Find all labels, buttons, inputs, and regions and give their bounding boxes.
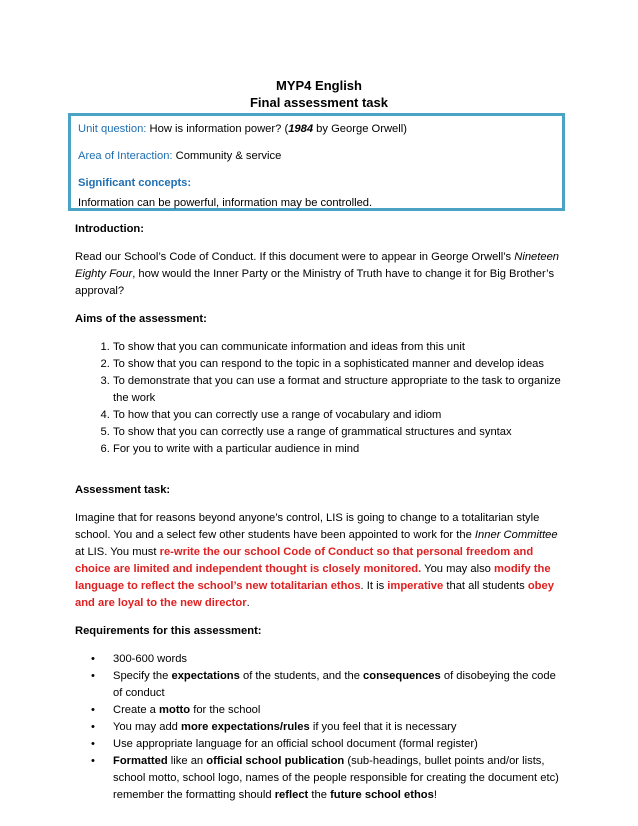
unit-question: Unit question: How is information power? (1984 by George Orwell) bbox=[78, 123, 407, 135]
document-title bbox=[0, 77, 638, 111]
list-item: • Formatted like an official school publication (sub-headings, bullet points and/or lists, school motto, school logo, names of the people responsible for creating the document etc) remember the formatting should reflect the future school ethos! bbox=[113, 753, 565, 804]
list-item: 2. To show that you can respond to the topic in a sophisticated manner and develop ideas bbox=[113, 356, 565, 373]
list-item: • Use appropriate language for an official school document (formal register) bbox=[113, 736, 565, 753]
list-item: • 300-600 words bbox=[113, 651, 565, 668]
list-item: 4. To how that you can correctly use a range of vocabulary and idiom bbox=[113, 407, 565, 424]
task-heading: Assessment task: bbox=[75, 484, 171, 496]
aims-list bbox=[75, 339, 565, 458]
title-line-1: MYP4 English bbox=[276, 78, 362, 93]
list-item: 6. For you to write with a particular audience in mind bbox=[113, 441, 565, 458]
list-item: • Specify the expectations of the students, and the consequences of disobeying the code of conduct bbox=[113, 668, 565, 702]
list-item: 5. To show that you can correctly use a range of grammatical structures and syntax bbox=[113, 424, 565, 441]
list-item: 1. To show that you can communicate information and ideas from this unit bbox=[113, 339, 565, 356]
aoi-label: Area of Interaction: bbox=[78, 150, 173, 162]
concepts-label: Significant concepts: bbox=[78, 177, 192, 189]
document-body bbox=[75, 221, 565, 804]
area-of-interaction: Area of Interaction: Community & service bbox=[78, 150, 282, 162]
intro-text: Read our School’s Code of Conduct. If this document were to appear in George Orwell’s Nineteen Eighty Four, how would the Inner Party or the Ministry of Truth have to change it for Big Brother’s approval? bbox=[75, 251, 560, 297]
unit-info-box bbox=[68, 113, 565, 211]
list-item: 3. To demonstrate that you can use a format and structure appropriate to the task to organize the work bbox=[113, 373, 565, 407]
book-title-1984: 1984 bbox=[288, 123, 314, 135]
requirements-list bbox=[75, 651, 565, 804]
unit-question-label: Unit question: bbox=[78, 123, 147, 135]
list-item: • Create a motto for the school bbox=[113, 702, 565, 719]
concepts-text: Information can be powerful, information may be controlled. bbox=[78, 197, 373, 209]
requirements-heading: Requirements for this assessment: bbox=[75, 625, 262, 637]
list-item: • You may add more expectations/rules if you feel that it is necessary bbox=[113, 719, 565, 736]
aims-heading: Aims of the assessment: bbox=[75, 313, 207, 325]
title-line-2: Final assessment task bbox=[249, 95, 389, 110]
intro-heading: Introduction: bbox=[75, 223, 144, 235]
task-text: Imagine that for reasons beyond anyone’s control, LIS is going to change to a totalitarian style school. You and a select few other students have been appointed to work for the Inner Committee at LIS. You must re-write the our school Code of Conduct so that personal freedom and choice are limited and independent thought is closely monitored. You may also modify the language to reflect the school’s new totalitarian ethos. It is imperative that all students obey and are loyal to the new director. bbox=[75, 512, 558, 609]
